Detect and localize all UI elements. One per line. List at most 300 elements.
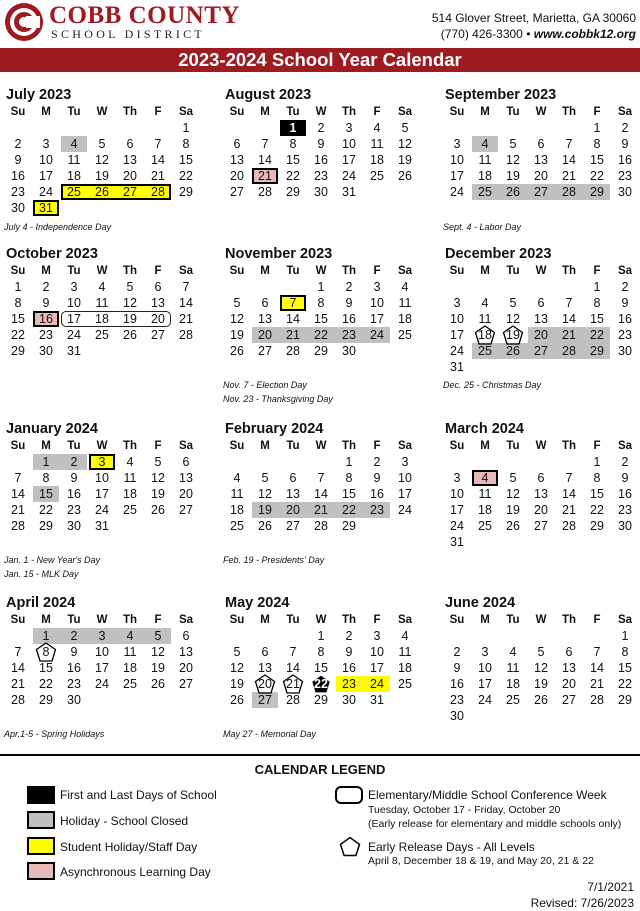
day-number: 14 xyxy=(562,487,576,501)
calendar-day xyxy=(335,295,363,311)
calendar-day xyxy=(4,486,32,502)
day-number: 15 xyxy=(11,312,25,326)
month-calendar xyxy=(223,245,421,359)
page-title: 2023-2024 School Year Calendar xyxy=(0,48,640,72)
weekday-header: Tu xyxy=(506,614,520,626)
weekday-header: Tu xyxy=(506,106,520,118)
day-number: 12 xyxy=(151,471,165,485)
day-number: 10 xyxy=(95,471,109,485)
day-number: 1 xyxy=(593,455,601,469)
calendar-day xyxy=(251,518,279,534)
day-number: 21 xyxy=(286,328,300,342)
empty-cell xyxy=(4,454,32,470)
empty-cell xyxy=(443,279,471,295)
day-number: 18 xyxy=(123,661,137,675)
calendar-day xyxy=(443,486,471,502)
calendar-day xyxy=(172,184,200,200)
calendar-day xyxy=(391,486,419,502)
calendar-day xyxy=(583,295,611,311)
day-number: 26 xyxy=(398,169,412,183)
calendar-day xyxy=(116,454,144,470)
day-number: 18 xyxy=(370,153,384,167)
day-number: 25 xyxy=(67,185,81,199)
day-number: 27 xyxy=(534,185,548,199)
day-number: 19 xyxy=(506,328,520,342)
weekday-header: W xyxy=(315,265,327,277)
weekday-header: M xyxy=(480,440,490,452)
day-number: 18 xyxy=(478,328,492,342)
day-number: 5 xyxy=(537,645,545,659)
day-number: 7 xyxy=(14,645,22,659)
day-number: 12 xyxy=(123,296,137,310)
empty-cell xyxy=(307,454,335,470)
day-number: 23 xyxy=(618,328,632,342)
calendar-day xyxy=(223,644,251,660)
day-number: 14 xyxy=(151,153,165,167)
empty-cell xyxy=(251,454,279,470)
weekday-header: Su xyxy=(449,440,465,452)
weekday-header: Sa xyxy=(397,106,413,118)
weekday-header: F xyxy=(373,265,381,277)
calendar-day xyxy=(307,311,335,327)
day-number: 12 xyxy=(398,137,412,151)
calendar-day xyxy=(611,184,639,200)
day-number: 9 xyxy=(317,137,325,151)
calendar-day xyxy=(223,502,251,518)
calendar-day xyxy=(4,200,32,216)
weekday-header: F xyxy=(593,265,601,277)
day-number: 3 xyxy=(453,296,461,310)
day-number: 1 xyxy=(593,280,601,294)
weekday-header: Tu xyxy=(67,265,81,277)
day-number: 17 xyxy=(450,169,464,183)
empty-cell xyxy=(527,279,555,295)
day-number: 2 xyxy=(453,645,461,659)
month-title: October 2023 xyxy=(6,246,98,262)
day-number: 2 xyxy=(70,629,78,643)
calendar-day xyxy=(32,660,60,676)
day-number: 3 xyxy=(98,629,106,643)
calendar-day xyxy=(583,676,611,692)
month-notes xyxy=(443,378,541,392)
weekday-header: F xyxy=(373,614,381,626)
day-number: 28 xyxy=(314,519,328,533)
calendar-day xyxy=(391,152,419,168)
calendar-day xyxy=(60,470,88,486)
day-number: 5 xyxy=(233,296,241,310)
empty-cell xyxy=(555,628,583,644)
calendar-day xyxy=(144,676,172,692)
calendar-day xyxy=(60,168,88,184)
day-number: 14 xyxy=(314,487,328,501)
weekday-header: Sa xyxy=(397,265,413,277)
day-number: 2 xyxy=(70,455,78,469)
calendar-day xyxy=(363,279,391,295)
calendar-day xyxy=(611,644,639,660)
calendar-day xyxy=(88,295,116,311)
empty-cell xyxy=(443,120,471,136)
calendar-day xyxy=(32,152,60,168)
calendar-day xyxy=(391,676,419,692)
website-link[interactable]: www.cobbk12.org xyxy=(533,27,636,41)
calendar-day xyxy=(443,534,471,550)
calendar-day xyxy=(611,120,639,136)
calendar-day xyxy=(279,168,307,184)
day-number: 28 xyxy=(286,344,300,358)
month-calendar xyxy=(443,594,640,724)
day-number: 24 xyxy=(342,169,356,183)
month-title: January 2024 xyxy=(6,421,98,437)
day-number: 4 xyxy=(401,280,409,294)
month-notes xyxy=(443,220,521,234)
day-number: 13 xyxy=(258,661,272,675)
calendar-day xyxy=(223,486,251,502)
calendar-day xyxy=(443,676,471,692)
day-number: 11 xyxy=(478,153,492,167)
day-number: 10 xyxy=(39,153,53,167)
day-number: 15 xyxy=(286,153,300,167)
day-number: 26 xyxy=(258,519,272,533)
calendar-day xyxy=(32,168,60,184)
day-number: 16 xyxy=(342,661,356,675)
empty-cell xyxy=(279,454,307,470)
calendar-day xyxy=(499,470,527,486)
calendar-day xyxy=(307,518,335,534)
day-number: 24 xyxy=(450,185,464,199)
day-number: 30 xyxy=(618,519,632,533)
day-number: 22 xyxy=(618,677,632,691)
calendar-day xyxy=(144,327,172,343)
calendar-day xyxy=(279,136,307,152)
day-number: 31 xyxy=(450,360,464,374)
divider xyxy=(0,754,640,756)
weekday-header: Su xyxy=(229,614,245,626)
day-number: 23 xyxy=(67,677,81,691)
empty-cell xyxy=(555,454,583,470)
day-number: 25 xyxy=(478,185,492,199)
day-number: 24 xyxy=(370,677,384,691)
legend-async: Asynchronous Learning Day xyxy=(60,865,211,879)
month-calendar xyxy=(4,86,202,216)
empty-cell xyxy=(60,120,88,136)
calendar-day xyxy=(223,327,251,343)
calendar-day xyxy=(4,327,32,343)
day-number: 2 xyxy=(621,280,629,294)
day-number: 20 xyxy=(286,503,300,517)
day-number: 7 xyxy=(289,296,297,310)
calendar-day xyxy=(471,502,499,518)
calendar-day xyxy=(172,470,200,486)
calendar-day xyxy=(116,279,144,295)
weekday-header: M xyxy=(260,265,270,277)
day-number: 22 xyxy=(39,677,53,691)
empty-cell xyxy=(471,454,499,470)
calendar-day xyxy=(307,136,335,152)
calendar-day xyxy=(471,660,499,676)
day-number: 7 xyxy=(565,137,573,151)
calendar-day xyxy=(363,692,391,708)
day-number: 2 xyxy=(345,280,353,294)
calendar-day xyxy=(611,343,639,359)
day-number: 30 xyxy=(450,709,464,723)
calendar-day xyxy=(172,660,200,676)
day-number: 5 xyxy=(509,471,517,485)
calendar-day xyxy=(144,502,172,518)
day-number: 25 xyxy=(123,677,137,691)
day-number: 16 xyxy=(618,153,632,167)
day-number: 18 xyxy=(230,503,244,517)
calendar-day xyxy=(555,295,583,311)
calendar-day xyxy=(499,486,527,502)
weekday-header: Tu xyxy=(286,614,300,626)
calendar-day xyxy=(32,692,60,708)
calendar-day xyxy=(144,486,172,502)
weekday-header: Tu xyxy=(67,440,81,452)
calendar-day xyxy=(527,311,555,327)
day-number: 7 xyxy=(317,471,325,485)
day-number: 7 xyxy=(565,471,573,485)
calendar-day xyxy=(443,359,471,375)
month-calendar xyxy=(443,420,640,550)
weekday-header: F xyxy=(154,106,162,118)
calendar-day xyxy=(60,295,88,311)
day-number: 10 xyxy=(342,137,356,151)
month-calendar xyxy=(223,594,421,708)
legend-early-release: Early Release Days - All Levels xyxy=(368,840,535,854)
day-number: 22 xyxy=(590,328,604,342)
day-number: 20 xyxy=(123,169,137,183)
calendar-day xyxy=(555,168,583,184)
weekday-header: Tu xyxy=(506,265,520,277)
day-number: 24 xyxy=(39,185,53,199)
day-number: 25 xyxy=(123,503,137,517)
weekday-header: F xyxy=(373,440,381,452)
month-calendar xyxy=(4,245,202,359)
calendar-day xyxy=(335,628,363,644)
day-number: 29 xyxy=(618,693,632,707)
calendar-day xyxy=(363,295,391,311)
weekday-header: Th xyxy=(561,440,577,452)
calendar-day xyxy=(583,486,611,502)
day-number: 19 xyxy=(151,661,165,675)
calendar-day xyxy=(144,136,172,152)
weekday-header: Sa xyxy=(617,106,633,118)
calendar-day xyxy=(223,660,251,676)
day-number: 13 xyxy=(179,645,193,659)
calendar-day xyxy=(172,120,200,136)
calendar-day xyxy=(335,152,363,168)
day-number: 29 xyxy=(590,344,604,358)
empty-cell xyxy=(555,120,583,136)
day-number: 27 xyxy=(179,677,193,691)
empty-cell xyxy=(499,120,527,136)
calendar-day xyxy=(555,486,583,502)
day-number: 27 xyxy=(179,503,193,517)
day-number: 15 xyxy=(590,312,604,326)
legend-early-release-dates: April 8, December 18 & 19, and May 20, 21 & 22 xyxy=(368,855,594,867)
weekday-header: F xyxy=(154,614,162,626)
day-number: 8 xyxy=(317,296,325,310)
calendar-day xyxy=(499,502,527,518)
day-number: 27 xyxy=(534,344,548,358)
calendar-day xyxy=(60,486,88,502)
calendar-day xyxy=(335,470,363,486)
calendar-day xyxy=(555,660,583,676)
day-number: 21 xyxy=(11,677,25,691)
day-number: 29 xyxy=(314,693,328,707)
empty-cell xyxy=(223,279,251,295)
calendar-day xyxy=(527,660,555,676)
day-number: 11 xyxy=(95,296,109,310)
day-number: 23 xyxy=(314,169,328,183)
day-number: 27 xyxy=(562,693,576,707)
empty-cell xyxy=(499,628,527,644)
day-number: 30 xyxy=(314,185,328,199)
weekday-header: Th xyxy=(561,106,577,118)
day-number: 6 xyxy=(182,455,190,469)
calendar-day xyxy=(251,295,279,311)
calendar-day xyxy=(443,311,471,327)
calendar-day xyxy=(223,311,251,327)
calendar-day xyxy=(335,120,363,136)
day-number: 30 xyxy=(67,519,81,533)
day-number: 18 xyxy=(478,169,492,183)
calendar-day xyxy=(583,168,611,184)
day-number: 20 xyxy=(179,661,193,675)
day-number: 2 xyxy=(373,455,381,469)
note-line: July 4 - Independence Day xyxy=(4,222,112,232)
day-number: 21 xyxy=(590,677,604,691)
day-number: 10 xyxy=(450,487,464,501)
calendar-day xyxy=(499,295,527,311)
calendar-day xyxy=(307,628,335,644)
month-title: June 2024 xyxy=(445,595,516,611)
day-number: 24 xyxy=(478,693,492,707)
note-line: Apr.1-5 - Spring Holidays xyxy=(4,729,105,739)
day-number: 11 xyxy=(123,645,137,659)
day-number: 20 xyxy=(151,312,165,326)
month-title: August 2023 xyxy=(225,87,312,103)
day-number: 9 xyxy=(70,645,78,659)
calendar-day xyxy=(555,676,583,692)
calendar-day xyxy=(363,136,391,152)
calendar-day xyxy=(527,644,555,660)
calendar-day xyxy=(144,168,172,184)
day-number: 30 xyxy=(618,344,632,358)
day-number: 27 xyxy=(230,185,244,199)
day-number: 6 xyxy=(289,471,297,485)
weekday-header: F xyxy=(154,440,162,452)
weekday-header: Tu xyxy=(67,106,81,118)
calendar-day xyxy=(335,184,363,200)
day-number: 5 xyxy=(126,280,134,294)
calendar-day xyxy=(144,470,172,486)
calendar-day xyxy=(251,136,279,152)
day-number: 19 xyxy=(258,503,272,517)
weekday-header: M xyxy=(41,614,51,626)
day-number: 31 xyxy=(95,519,109,533)
day-number: 26 xyxy=(506,344,520,358)
day-number: 16 xyxy=(342,312,356,326)
calendar-day xyxy=(251,644,279,660)
empty-cell xyxy=(443,628,471,644)
day-number: 4 xyxy=(509,645,517,659)
day-number: 6 xyxy=(182,629,190,643)
calendar-day xyxy=(251,152,279,168)
day-number: 2 xyxy=(317,121,325,135)
calendar-day xyxy=(363,454,391,470)
day-number: 24 xyxy=(450,344,464,358)
day-number: 19 xyxy=(534,677,548,691)
calendar-day xyxy=(116,502,144,518)
weekday-header: Su xyxy=(10,265,26,277)
day-number: 19 xyxy=(95,169,109,183)
weekday-header: M xyxy=(480,265,490,277)
day-number: 25 xyxy=(230,519,244,533)
month-title: July 2023 xyxy=(6,87,72,103)
day-number: 8 xyxy=(345,471,353,485)
calendar-day xyxy=(443,502,471,518)
weekday-header: Tu xyxy=(506,440,520,452)
day-number: 27 xyxy=(151,328,165,342)
weekday-header: W xyxy=(535,440,547,452)
weekday-header: F xyxy=(593,614,601,626)
calendar-day xyxy=(499,660,527,676)
day-number: 12 xyxy=(506,312,520,326)
calendar-day xyxy=(60,502,88,518)
day-number: 30 xyxy=(39,344,53,358)
legend-holiday: Holiday - School Closed xyxy=(60,814,189,828)
calendar-day xyxy=(611,327,639,343)
calendar-day xyxy=(279,184,307,200)
day-number: 2 xyxy=(621,121,629,135)
day-number: 6 xyxy=(126,137,134,151)
calendar-day xyxy=(499,136,527,152)
day-number: 7 xyxy=(289,645,297,659)
day-number: 30 xyxy=(67,693,81,707)
day-number: 9 xyxy=(453,661,461,675)
calendar-day xyxy=(335,311,363,327)
calendar-day xyxy=(32,676,60,692)
day-number: 20 xyxy=(534,503,548,517)
day-number: 19 xyxy=(398,153,412,167)
calendar-day xyxy=(611,486,639,502)
day-number: 27 xyxy=(123,185,137,199)
day-number: 4 xyxy=(481,296,489,310)
day-number: 12 xyxy=(506,487,520,501)
day-number: 28 xyxy=(562,185,576,199)
note-line: Sept. 4 - Labor Day xyxy=(443,222,522,232)
day-number: 26 xyxy=(151,677,165,691)
month-title: December 2023 xyxy=(445,246,552,262)
day-number: 4 xyxy=(233,471,241,485)
calendar-day xyxy=(443,708,471,724)
calendar-day xyxy=(335,660,363,676)
weekday-header: Th xyxy=(561,265,577,277)
day-number: 31 xyxy=(370,693,384,707)
calendar-day xyxy=(32,502,60,518)
day-number: 29 xyxy=(179,185,193,199)
weekday-header: Th xyxy=(122,106,138,118)
day-number: 15 xyxy=(39,661,53,675)
empty-cell xyxy=(251,279,279,295)
calendar-day xyxy=(391,660,419,676)
calendar-day xyxy=(443,327,471,343)
day-number: 23 xyxy=(39,328,53,342)
day-number: 8 xyxy=(621,645,629,659)
day-number: 1 xyxy=(317,629,325,643)
calendar-day xyxy=(116,327,144,343)
